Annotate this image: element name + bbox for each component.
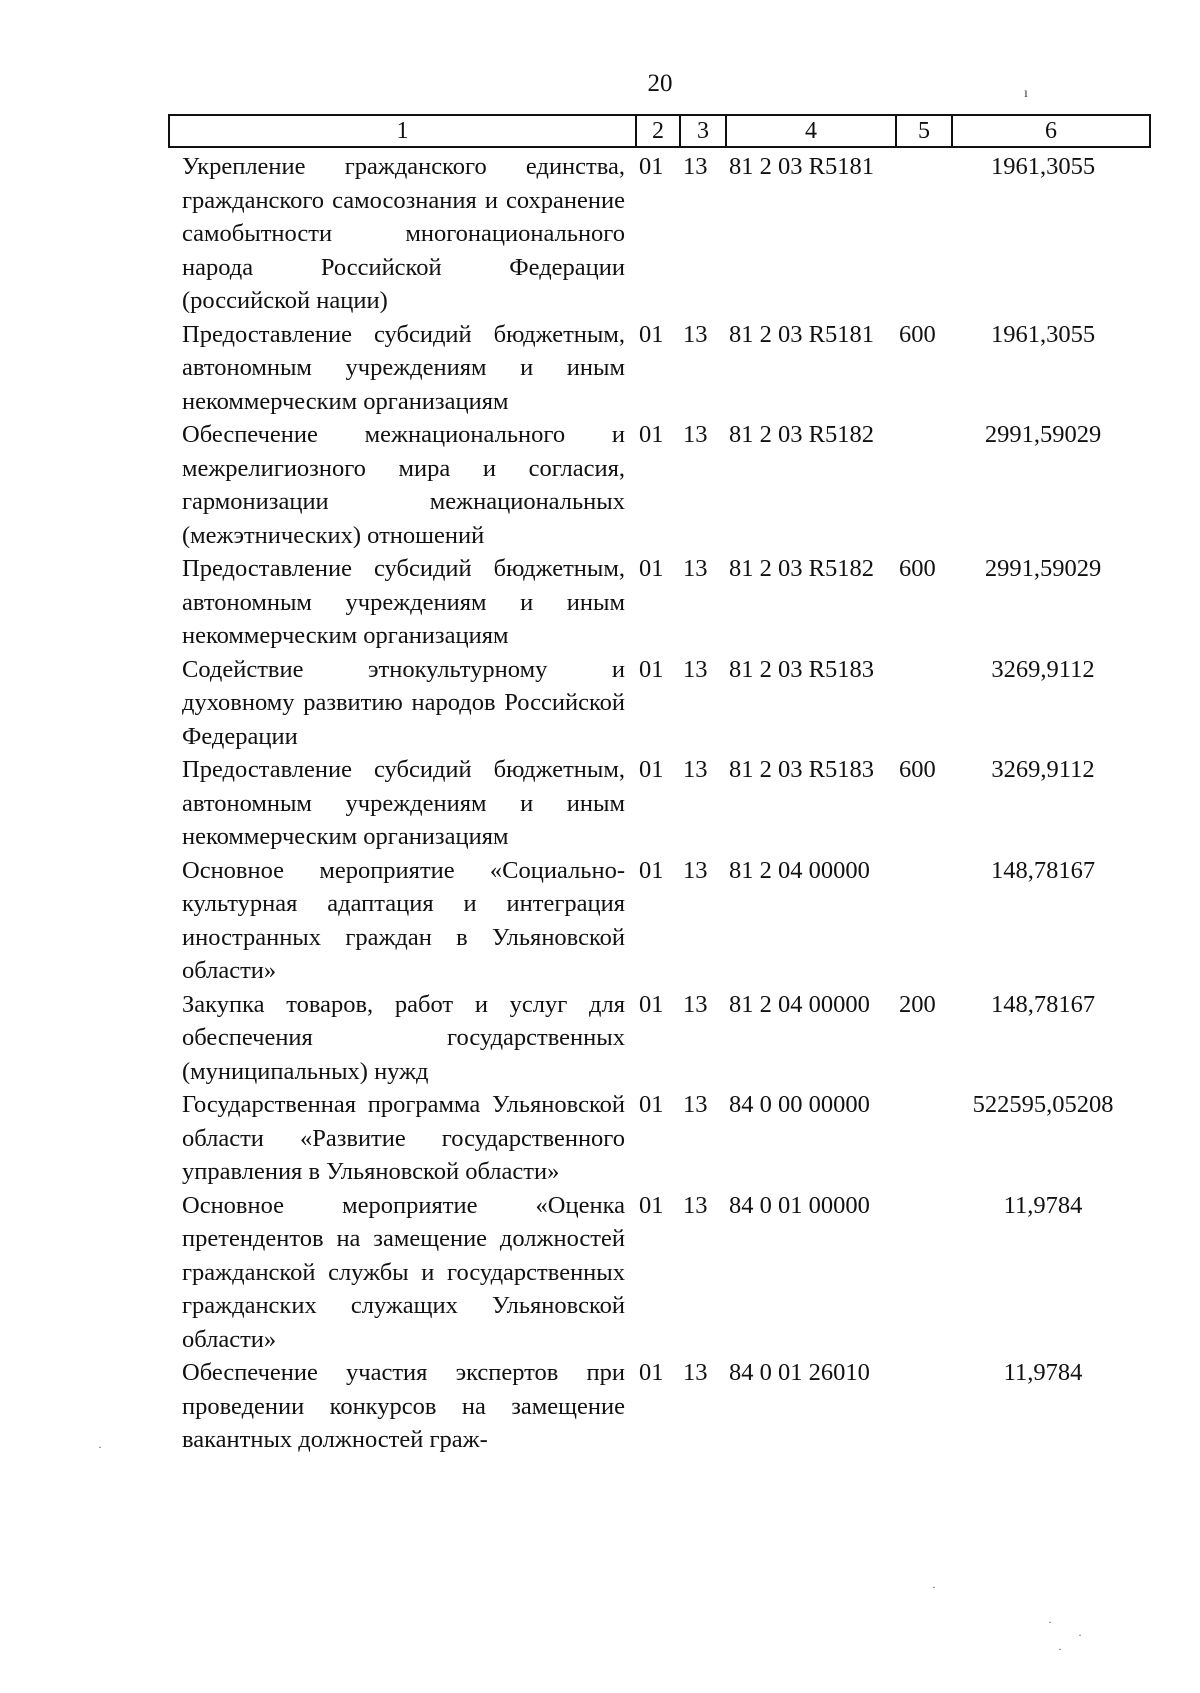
row-description: Предоставление субсидий бюджетным, автономным учреждениям и иным некоммерческим организациям [182, 320, 625, 415]
row-amount: 11,9784 [1003, 1191, 1083, 1219]
row-subsection-code: 13 [683, 1191, 708, 1219]
row-target-code: 81 2 03 R5183 [729, 756, 874, 783]
row-amount: 1961,3055 [990, 320, 1096, 348]
row-expense-type: 600 [899, 555, 936, 582]
row-subsection-code: 13 [683, 421, 708, 448]
row-subsection-code: 13 [683, 655, 708, 683]
table-row [182, 150, 1142, 318]
row-amount: 2991,59029 [984, 555, 1102, 582]
row-section-code: 01 [639, 1191, 664, 1219]
column-header-6: 6 [952, 115, 1150, 147]
table-row [182, 854, 1142, 988]
column-header-5: 5 [896, 115, 952, 147]
row-subsection-code: 13 [683, 1359, 708, 1386]
scan-mark: ı [1024, 86, 1028, 101]
column-header-table [168, 114, 1151, 148]
row-description: Содействие этнокультурному и духовному развитию народов Российской Федерации [182, 655, 625, 750]
row-description: Предоставление субсидий бюджетным, автономным учреждениям и иным некоммерческим организациям [182, 756, 625, 850]
row-description: Основное мероприятие «Оценка претендентов на замещение должностей гражданской службы и государственных гражданских служащих Ульяновской области» [182, 1191, 625, 1353]
column-header-2: 2 [636, 115, 680, 147]
table-row [182, 418, 1142, 552]
row-description: Основное мероприятие «Социально-культурная адаптация и интеграция иностранных граждан в Ульяновской области» [182, 856, 625, 984]
column-header-3: 3 [680, 115, 726, 147]
table-row [182, 1088, 1142, 1189]
table-row [182, 988, 1142, 1089]
table-row [182, 552, 1142, 653]
row-amount: 148,78167 [990, 856, 1096, 884]
row-section-code: 01 [639, 320, 664, 348]
row-description: Обеспечение межнационального и межрелигиозного мира и согласия, гармонизации межнациональных (межэтнических) отношений [182, 421, 625, 549]
row-target-code: 81 2 03 R5182 [729, 421, 874, 448]
table-row [182, 318, 1142, 419]
row-target-code: 81 2 03 R5181 [729, 320, 874, 348]
row-subsection-code: 13 [683, 153, 708, 180]
row-amount: 1961,3055 [990, 153, 1096, 180]
row-section-code: 01 [639, 153, 664, 180]
row-subsection-code: 13 [683, 756, 708, 783]
row-section-code: 01 [639, 856, 664, 884]
scan-speck: · [1078, 1628, 1082, 1642]
row-description: Закупка товаров, работ и услуг для обеспечения государственных (муниципальных) нужд [182, 990, 625, 1085]
scan-speck: · [932, 1580, 936, 1594]
table-row [182, 653, 1142, 754]
row-target-code: 81 2 04 00000 [729, 856, 870, 884]
row-section-code: 01 [639, 555, 664, 582]
row-subsection-code: 13 [683, 555, 708, 582]
row-target-code: 81 2 03 R5182 [729, 555, 874, 582]
row-section-code: 01 [639, 756, 664, 783]
row-section-code: 01 [639, 1359, 664, 1386]
row-target-code: 81 2 04 00000 [729, 990, 870, 1018]
row-description: Обеспечение участия экспертов при проведении конкурсов на замещение вакантных должностей граж- [182, 1359, 625, 1453]
row-expense-type: 600 [899, 320, 936, 348]
row-description: Предоставление субсидий бюджетным, автономным учреждениям и иным некоммерческим организациям [182, 555, 625, 649]
table-row [182, 1356, 1142, 1457]
row-amount: 522595,05208 [972, 1091, 1114, 1118]
row-section-code: 01 [639, 990, 664, 1018]
row-description: Укрепление гражданского единства, гражданского самосознания и сохранение самобытности многонационального народа Российской Федерации (российской нации) [182, 153, 625, 314]
row-target-code: 84 0 01 26010 [729, 1359, 870, 1386]
row-section-code: 01 [639, 421, 664, 448]
row-expense-type: 600 [899, 756, 936, 783]
row-amount: 2991,59029 [984, 421, 1102, 448]
scan-speck: · [1048, 1615, 1052, 1629]
page-number: 20 [647, 70, 673, 97]
row-target-code: 84 0 01 00000 [729, 1191, 870, 1219]
row-subsection-code: 13 [683, 320, 708, 348]
scan-speck: · [1058, 1642, 1062, 1656]
column-header-4: 4 [726, 115, 896, 147]
row-subsection-code: 13 [683, 990, 708, 1018]
column-header-row [169, 115, 1150, 147]
row-target-code: 81 2 03 R5183 [729, 655, 874, 683]
row-amount: 148,78167 [990, 990, 1096, 1018]
scan-speck: · [98, 1440, 102, 1454]
row-subsection-code: 13 [683, 856, 708, 884]
row-expense-type: 200 [899, 990, 936, 1018]
row-description: Государственная программа Ульяновской области «Развитие государственного управления в Ульяновской области» [182, 1091, 625, 1185]
row-section-code: 01 [639, 1091, 664, 1118]
table-row [182, 1189, 1142, 1357]
table-body [182, 150, 1142, 1457]
row-subsection-code: 13 [683, 1091, 708, 1118]
row-target-code: 81 2 03 R5181 [729, 153, 874, 180]
row-section-code: 01 [639, 655, 664, 683]
row-amount: 3269,9112 [991, 756, 1095, 783]
table-row [182, 753, 1142, 854]
row-target-code: 84 0 00 00000 [729, 1091, 870, 1118]
row-amount: 3269,9112 [991, 655, 1095, 683]
row-amount: 11,9784 [1003, 1359, 1083, 1386]
column-header-1: 1 [169, 115, 636, 147]
